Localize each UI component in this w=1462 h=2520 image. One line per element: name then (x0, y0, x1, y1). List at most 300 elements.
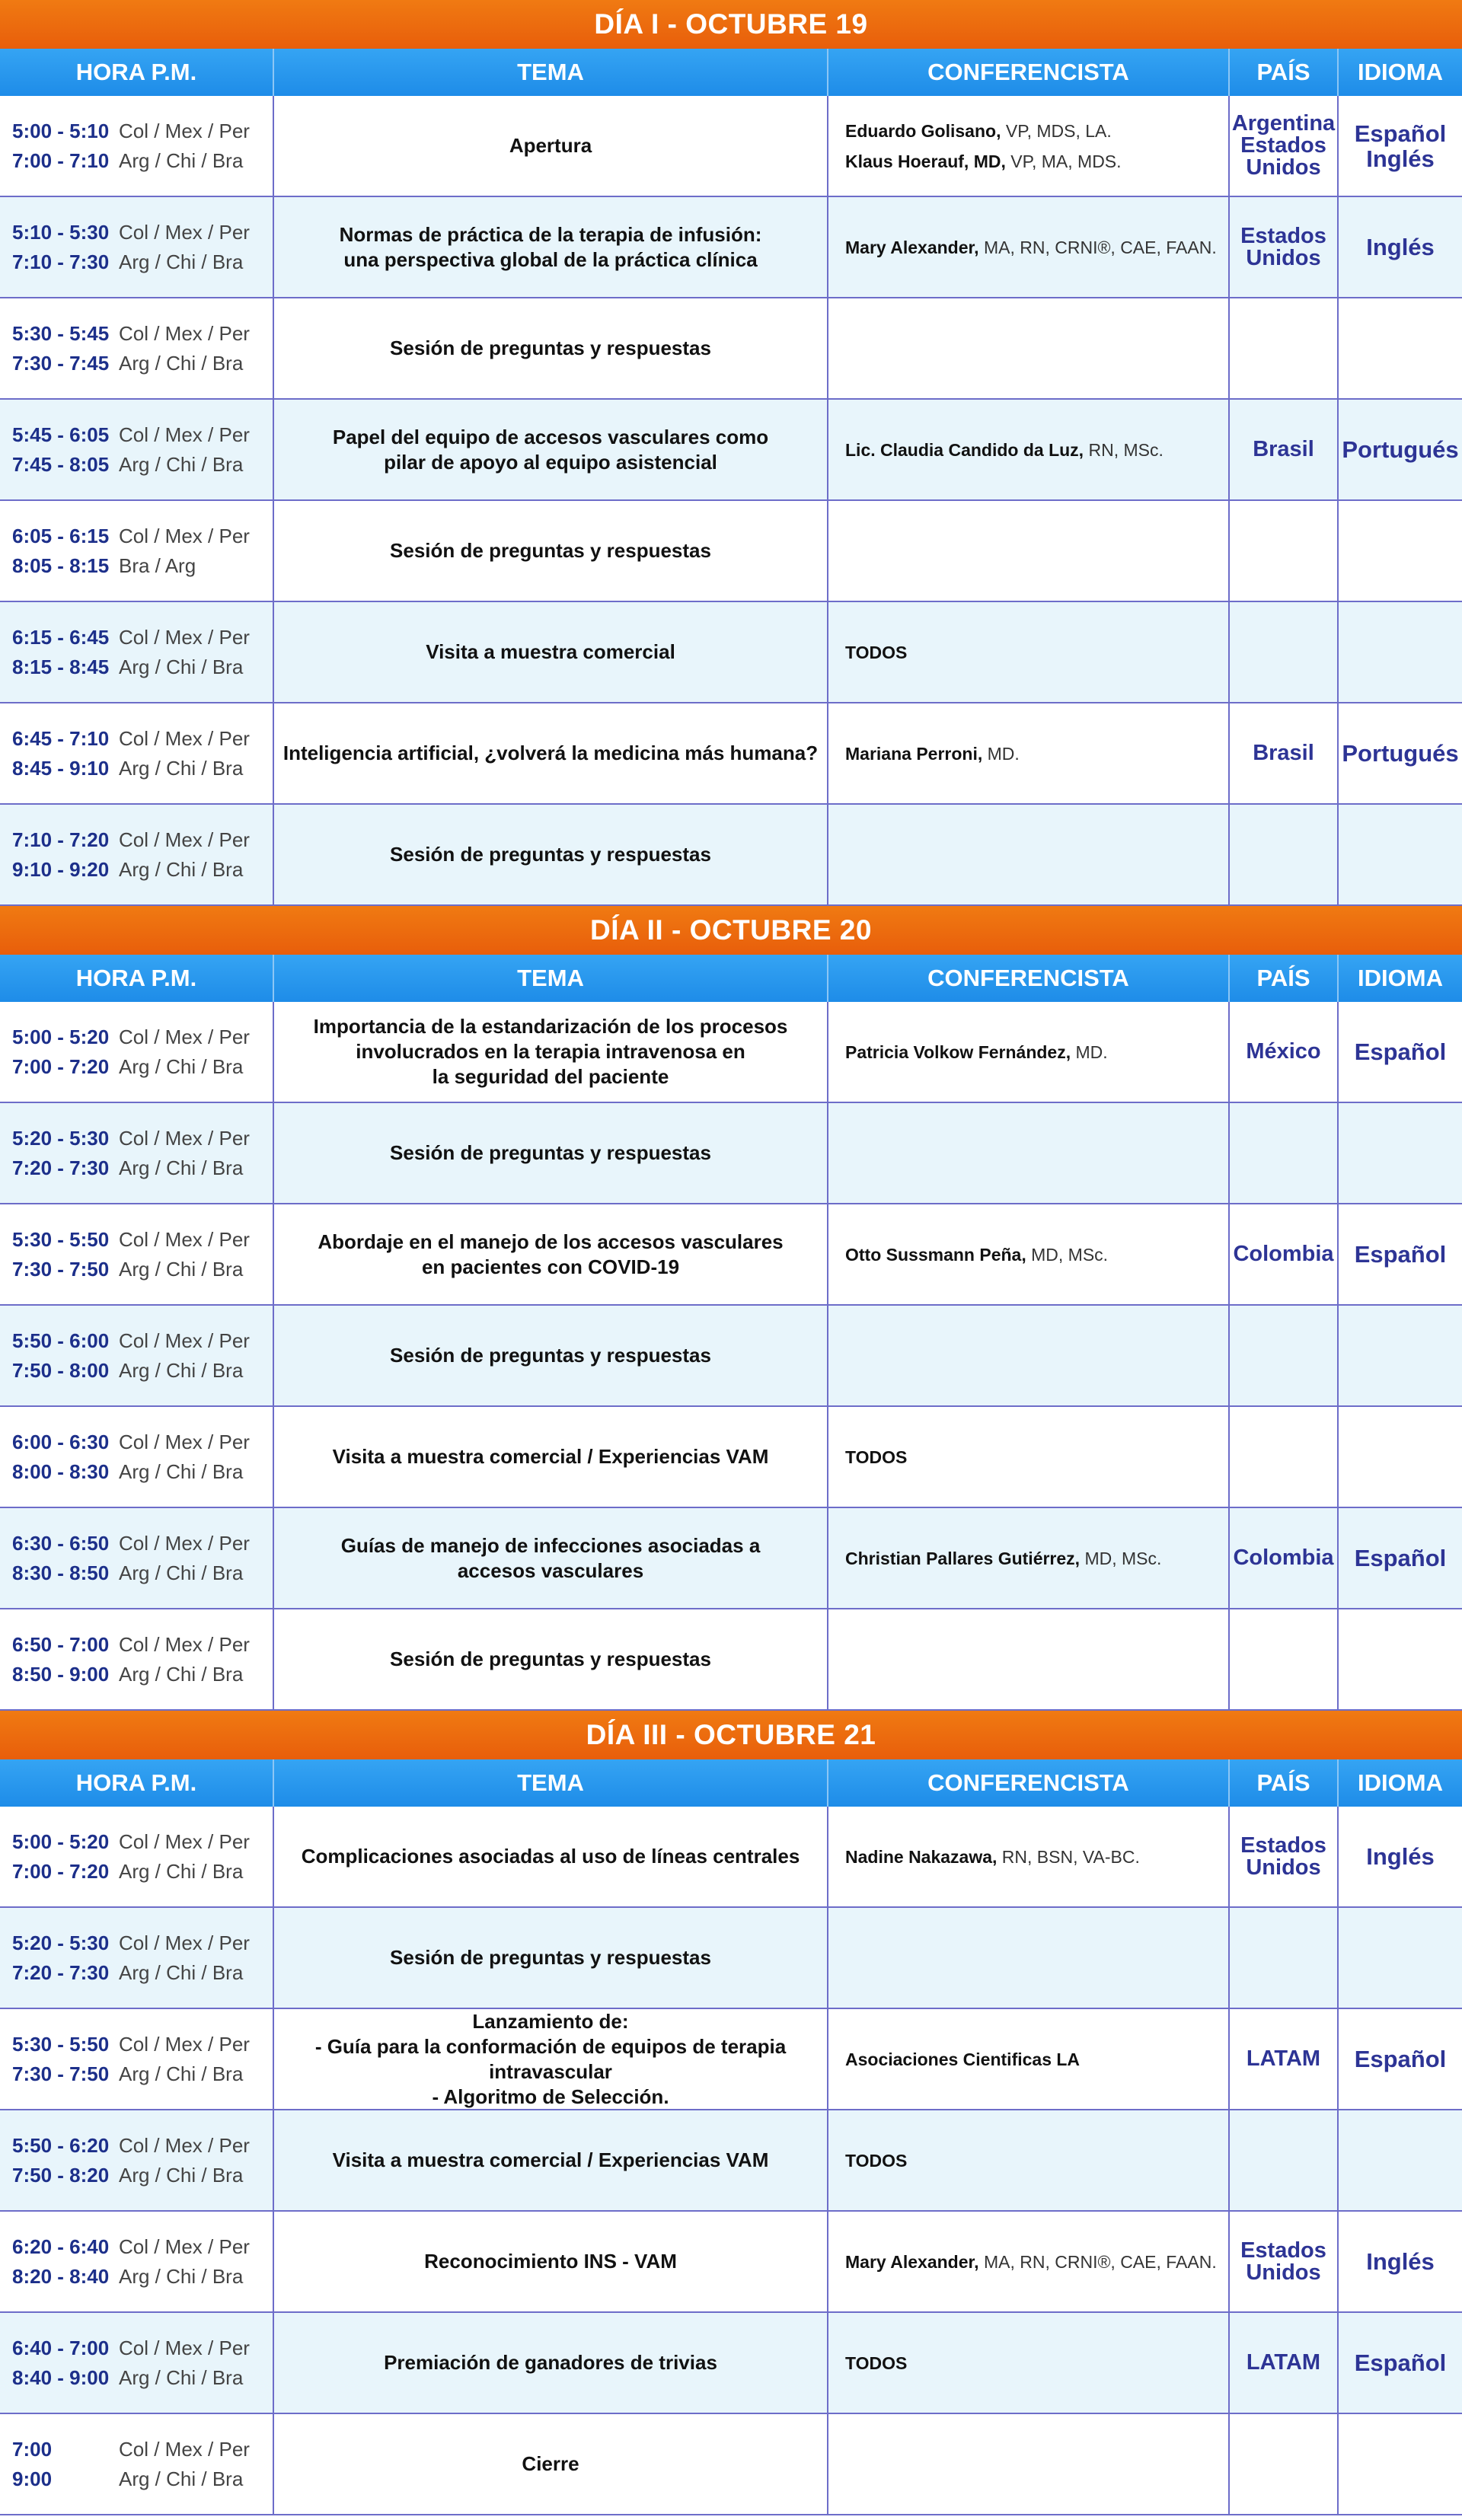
region-group-2: Arg / Chi / Bra (119, 452, 244, 476)
country-text: Brasil (1253, 437, 1314, 461)
speaker-line (845, 738, 1228, 769)
region-group-1: Col / Mex / Per (119, 726, 250, 750)
time-local: 7:00 - 7:20 (12, 1054, 110, 1078)
time-cell (0, 1609, 274, 1709)
time-cell (0, 2212, 274, 2311)
language-cell (1339, 1807, 1462, 1906)
language-text: Inglés (1366, 1843, 1435, 1870)
time-local: 5:50 - 6:20 (12, 2133, 110, 2157)
speaker-credentials: MD. (1071, 1041, 1108, 1062)
time-local: 7:30 - 7:45 (12, 351, 110, 375)
speaker-name: TODOS (845, 642, 908, 662)
language-cell (1339, 1103, 1462, 1203)
time-cell (0, 2414, 274, 2514)
region-group-1: Col / Mex / Per (119, 1531, 250, 1555)
speaker-name: Klaus Hoerauf, MD, (845, 151, 1006, 171)
time-local: 8:20 - 8:40 (12, 2264, 110, 2288)
speaker-line (845, 116, 1228, 146)
speaker-line (845, 2145, 1228, 2176)
region-group-2: Arg / Chi / Bra (119, 857, 244, 881)
region-group-1: Col / Mex / Per (119, 321, 250, 345)
language-text: Inglés (1366, 234, 1435, 260)
region-group-2: Arg / Chi / Bra (119, 1859, 244, 1883)
time-local: 7:10 - 7:30 (12, 250, 110, 273)
language-text: Portugués (1342, 436, 1459, 463)
topic-cell: Complicaciones asociadas al uso de líneas centrales (274, 1807, 828, 1906)
time-local: 8:05 - 8:15 (12, 553, 110, 577)
region-group-2: Arg / Chi / Bra (119, 1459, 244, 1483)
country-cell (1230, 2110, 1339, 2210)
speaker-cell (828, 602, 1230, 702)
country-text: Estados (1240, 1833, 1326, 1858)
country-cell (1230, 197, 1339, 297)
speaker-cell (828, 1204, 1230, 1304)
time-cell (0, 2110, 274, 2210)
time-local: 6:30 - 6:50 (12, 1531, 110, 1555)
time-local: 6:00 - 6:30 (12, 1430, 110, 1453)
region-group-1: Col / Mex / Per (119, 1632, 250, 1656)
table-row (0, 400, 1462, 501)
topic-cell: Visita a muestra comercial / Experiencias VAM (274, 1407, 828, 1507)
speaker-credentials: MD, MSc. (1026, 1244, 1109, 1265)
table-row (0, 2313, 1462, 2414)
region-group-2: Arg / Chi / Bra (119, 1960, 244, 1984)
header-conferencista: CONFERENCISTA (828, 49, 1230, 96)
language-cell (1339, 1306, 1462, 1405)
language-cell (1339, 2110, 1462, 2210)
speaker-line (845, 232, 1228, 263)
language-cell (1339, 1908, 1462, 2008)
time-local: 7:30 - 7:50 (12, 1257, 110, 1281)
time-cell (0, 1908, 274, 2008)
time-cell (0, 805, 274, 904)
time-local: 9:00 (12, 2467, 53, 2490)
speaker-cell (828, 1807, 1230, 1906)
day-section (0, 906, 1462, 1711)
topic-cell: Normas de práctica de la terapia de infusión: una perspectiva global de la práctica clínica (274, 197, 828, 297)
region-group-1: Col / Mex / Per (119, 1329, 250, 1352)
speaker-cell (828, 2313, 1230, 2413)
region-group-2: Arg / Chi / Bra (119, 1257, 244, 1281)
time-local: 6:20 - 6:40 (12, 2235, 110, 2258)
time-cell (0, 1306, 274, 1405)
region-group-1: Col / Mex / Per (119, 2032, 250, 2056)
language-cell (1339, 1407, 1462, 1507)
region-group-2: Arg / Chi / Bra (119, 148, 244, 172)
speaker-name: Patricia Volkow Fernández, (845, 1041, 1071, 1062)
time-cell (0, 96, 274, 196)
country-cell (1230, 2414, 1339, 2514)
speaker-name: Mary Alexander, (845, 2251, 979, 2272)
time-local: 6:50 - 7:00 (12, 1632, 110, 1656)
language-text: Inglés (1366, 2248, 1435, 2275)
speaker-cell (828, 197, 1230, 297)
region-group-2: Arg / Chi / Bra (119, 250, 244, 273)
time-local: 6:40 - 7:00 (12, 2336, 110, 2359)
speaker-cell (828, 1908, 1230, 2008)
region-group-2: Arg / Chi / Bra (119, 2365, 244, 2389)
region-group-1: Col / Mex / Per (119, 828, 250, 851)
language-text: Inglés (1366, 145, 1435, 172)
country-cell (1230, 1908, 1339, 2008)
table-row (0, 2414, 1462, 2515)
header-conferencista: CONFERENCISTA (828, 1759, 1230, 1807)
table-row (0, 602, 1462, 703)
speaker-line (845, 2044, 1228, 2075)
region-group-2: Arg / Chi / Bra (119, 2264, 244, 2288)
region-group-2: Arg / Chi / Bra (119, 351, 244, 375)
topic-cell: Sesión de preguntas y respuestas (274, 805, 828, 904)
time-local: 8:15 - 8:45 (12, 655, 110, 678)
language-cell (1339, 2414, 1462, 2514)
table-header (0, 1759, 1462, 1807)
region-group-2: Arg / Chi / Bra (119, 1662, 244, 1686)
header-hora: HORA P.M. (0, 49, 274, 96)
table-row (0, 1908, 1462, 2009)
speaker-name: Otto Sussmann Peña, (845, 1244, 1026, 1265)
topic-cell: Lanzamiento de: - Guía para la conformación de equipos de terapia intravascular - Algoritmo de Selección. (274, 2009, 828, 2109)
country-text: Unidos (1246, 2260, 1321, 2285)
language-text: Español (1354, 1545, 1447, 1571)
speaker-name: Nadine Nakazawa, (845, 1846, 998, 1867)
language-cell (1339, 96, 1462, 196)
day-title: DÍA II - OCTUBRE 20 (0, 906, 1462, 955)
table-row (0, 1508, 1462, 1609)
time-local: 7:45 - 8:05 (12, 452, 110, 476)
country-cell (1230, 1508, 1339, 1608)
speaker-name: Eduardo Golisano, (845, 120, 1001, 141)
speaker-credentials: VP, MDS, LA. (1001, 120, 1112, 141)
country-cell (1230, 2009, 1339, 2109)
topic-cell: Sesión de preguntas y respuestas (274, 298, 828, 398)
country-text: Unidos (1246, 155, 1321, 180)
speaker-line (845, 1442, 1228, 1472)
header-hora: HORA P.M. (0, 1759, 274, 1807)
country-cell (1230, 96, 1339, 196)
table-row (0, 96, 1462, 197)
header-idioma: IDIOMA (1358, 965, 1443, 991)
speaker-cell (828, 298, 1230, 398)
time-local: 7:20 - 7:30 (12, 1156, 110, 1179)
speaker-cell (828, 805, 1230, 904)
topic-cell: Papel del equipo de accesos vasculares como pilar de apoyo al equipo asistencial (274, 400, 828, 499)
table-header (0, 49, 1462, 96)
time-local: 5:00 - 5:20 (12, 1025, 110, 1048)
region-group-2: Arg / Chi / Bra (119, 2467, 244, 2490)
speaker-credentials: RN, MSc. (1084, 439, 1164, 460)
country-text: Unidos (1246, 245, 1321, 270)
topic-cell: Sesión de preguntas y respuestas (274, 1908, 828, 2008)
language-cell (1339, 1204, 1462, 1304)
speaker-credentials: VP, MA, MDS. (1005, 151, 1122, 171)
time-cell (0, 197, 274, 297)
speaker-cell (828, 2110, 1230, 2210)
time-cell (0, 1407, 274, 1507)
speaker-name: Mary Alexander, (845, 237, 979, 257)
table-row (0, 1306, 1462, 1407)
topic-cell: Sesión de preguntas y respuestas (274, 501, 828, 601)
time-cell (0, 400, 274, 499)
day-title: DÍA III - OCTUBRE 21 (0, 1711, 1462, 1759)
day-title: DÍA I - OCTUBRE 19 (0, 0, 1462, 49)
language-text: Español (1354, 2349, 1447, 2376)
region-group-1: Col / Mex / Per (119, 1829, 250, 1853)
speaker-line (845, 637, 1228, 668)
time-local: 5:00 - 5:10 (12, 119, 110, 142)
speaker-name: Christian Pallares Gutiérrez, (845, 1548, 1081, 1568)
topic-cell: Cierre (274, 2414, 828, 2514)
table-header (0, 955, 1462, 1002)
table-row (0, 805, 1462, 906)
topic-cell: Importancia de la estandarización de los procesos involucrados en la terapia intravenosa en la seguridad del paciente (274, 1002, 828, 1102)
region-group-2: Arg / Chi / Bra (119, 756, 244, 780)
speaker-cell (828, 400, 1230, 499)
region-group-1: Col / Mex / Per (119, 119, 250, 142)
country-text: LATAM (1246, 2046, 1321, 2071)
time-cell (0, 298, 274, 398)
time-local: 5:30 - 5:50 (12, 2032, 110, 2056)
region-group-1: Col / Mex / Per (119, 423, 250, 446)
time-cell (0, 2009, 274, 2109)
speaker-line (845, 1543, 1228, 1574)
time-local: 8:40 - 9:00 (12, 2365, 110, 2389)
region-group-2: Arg / Chi / Bra (119, 2062, 244, 2085)
topic-cell: Visita a muestra comercial / Experiencias VAM (274, 2110, 828, 2210)
time-local: 7:00 - 7:10 (12, 148, 110, 172)
time-local: 6:05 - 6:15 (12, 524, 110, 547)
language-cell (1339, 2009, 1462, 2109)
region-group-2: Arg / Chi / Bra (119, 2163, 244, 2187)
time-local: 6:15 - 6:45 (12, 625, 110, 649)
topic-cell: Abordaje en el manejo de los accesos vasculares en pacientes con COVID-19 (274, 1204, 828, 1304)
time-local: 7:50 - 8:20 (12, 2163, 110, 2187)
time-local: 5:20 - 5:30 (12, 1126, 110, 1150)
country-text: Colombia (1233, 1242, 1334, 1266)
time-local: 5:50 - 6:00 (12, 1329, 110, 1352)
country-cell (1230, 2212, 1339, 2311)
time-local: 5:30 - 5:50 (12, 1227, 110, 1251)
country-cell (1230, 2313, 1339, 2413)
country-text: Unidos (1246, 1855, 1321, 1880)
time-local: 5:45 - 6:05 (12, 423, 110, 446)
region-group-2: Arg / Chi / Bra (119, 1054, 244, 1078)
country-text: Estados (1240, 133, 1326, 158)
language-cell (1339, 2313, 1462, 2413)
country-text: México (1246, 1039, 1321, 1064)
country-cell (1230, 400, 1339, 499)
table-row (0, 298, 1462, 400)
topic-cell: Inteligencia artificial, ¿volverá la medicina más humana? (274, 703, 828, 803)
country-text: LATAM (1246, 2350, 1321, 2375)
table-row (0, 501, 1462, 602)
speaker-cell (828, 501, 1230, 601)
region-group-1: Col / Mex / Per (119, 625, 250, 649)
time-local: 7:00 (12, 2437, 53, 2461)
time-local: 5:00 - 5:20 (12, 1829, 110, 1853)
time-cell (0, 602, 274, 702)
country-cell (1230, 1204, 1339, 1304)
header-idioma: IDIOMA (1358, 59, 1443, 85)
topic-cell: Premiación de ganadores de trivias (274, 2313, 828, 2413)
header-pais: PAÍS (1230, 49, 1339, 96)
speaker-line (845, 2348, 1228, 2378)
table-row (0, 1807, 1462, 1908)
topic-cell: Guías de manejo de infecciones asociadas a accesos vasculares (274, 1508, 828, 1608)
country-text: Argentina (1231, 111, 1336, 136)
country-cell (1230, 805, 1339, 904)
region-group-1: Col / Mex / Per (119, 1025, 250, 1048)
speaker-name: TODOS (845, 2353, 908, 2373)
country-cell (1230, 602, 1339, 702)
speaker-name: TODOS (845, 1447, 908, 1467)
language-text: Español (1354, 120, 1447, 147)
language-text: Español (1354, 1038, 1447, 1065)
speaker-cell (828, 2414, 1230, 2514)
country-text: Estados (1240, 223, 1326, 248)
time-cell (0, 501, 274, 601)
table-row (0, 2009, 1462, 2110)
speaker-line (845, 1037, 1228, 1067)
time-cell (0, 1204, 274, 1304)
time-cell (0, 703, 274, 803)
speaker-cell (828, 2009, 1230, 2109)
time-local: 7:00 - 7:20 (12, 1859, 110, 1883)
language-text: Español (1354, 1241, 1447, 1268)
header-idioma: IDIOMA (1358, 1769, 1443, 1796)
table-row (0, 703, 1462, 805)
header-conferencista: CONFERENCISTA (828, 955, 1230, 1002)
time-cell (0, 1002, 274, 1102)
table-row (0, 1407, 1462, 1508)
speaker-cell (828, 1508, 1230, 1608)
region-group-1: Col / Mex / Per (119, 2235, 250, 2258)
time-cell (0, 1807, 274, 1906)
speaker-name: TODOS (845, 2150, 908, 2171)
time-local: 7:10 - 7:20 (12, 828, 110, 851)
country-cell (1230, 1609, 1339, 1709)
speaker-line (845, 1842, 1228, 1872)
header-pais: PAÍS (1230, 955, 1339, 1002)
language-cell (1339, 1609, 1462, 1709)
topic-cell: Apertura (274, 96, 828, 196)
country-cell (1230, 1002, 1339, 1102)
header-tema: TEMA (274, 49, 828, 96)
language-cell (1339, 400, 1462, 499)
speaker-cell (828, 703, 1230, 803)
language-cell (1339, 2212, 1462, 2311)
header-pais: PAÍS (1230, 1759, 1339, 1807)
speaker-line (845, 435, 1228, 465)
country-cell (1230, 1407, 1339, 1507)
speaker-line (845, 2247, 1228, 2277)
table-row (0, 2110, 1462, 2212)
time-local: 5:20 - 5:30 (12, 1931, 110, 1954)
speaker-name: Asociaciones Cientificas LA (845, 2049, 1081, 2069)
region-group-1: Col / Mex / Per (119, 524, 250, 547)
table-row (0, 1002, 1462, 1103)
language-cell (1339, 703, 1462, 803)
region-group-2: Arg / Chi / Bra (119, 655, 244, 678)
speaker-cell (828, 2212, 1230, 2311)
region-group-1: Col / Mex / Per (119, 2133, 250, 2157)
time-cell (0, 2313, 274, 2413)
time-local: 8:30 - 8:50 (12, 1561, 110, 1584)
time-local: 9:10 - 9:20 (12, 857, 110, 881)
day-section (0, 1711, 1462, 2515)
time-cell (0, 1508, 274, 1608)
speaker-line (845, 1239, 1228, 1270)
language-cell (1339, 197, 1462, 297)
time-cell (0, 1103, 274, 1203)
day-section (0, 0, 1462, 906)
region-group-1: Col / Mex / Per (119, 2336, 250, 2359)
header-tema: TEMA (274, 1759, 828, 1807)
topic-cell: Sesión de preguntas y respuestas (274, 1103, 828, 1203)
topic-cell: Sesión de preguntas y respuestas (274, 1306, 828, 1405)
speaker-name: Lic. Claudia Candido da Luz, (845, 439, 1084, 460)
region-group-2: Arg / Chi / Bra (119, 1358, 244, 1382)
time-local: 8:50 - 9:00 (12, 1662, 110, 1686)
region-group-1: Col / Mex / Per (119, 1931, 250, 1954)
region-group-1: Col / Mex / Per (119, 2437, 250, 2461)
country-cell (1230, 1103, 1339, 1203)
topic-cell: Reconocimiento INS - VAM (274, 2212, 828, 2311)
country-cell (1230, 1306, 1339, 1405)
topic-cell: Visita a muestra comercial (274, 602, 828, 702)
region-group-1: Col / Mex / Per (119, 1126, 250, 1150)
time-local: 7:20 - 7:30 (12, 1960, 110, 1984)
language-cell (1339, 1002, 1462, 1102)
language-cell (1339, 501, 1462, 601)
country-cell (1230, 703, 1339, 803)
table-row (0, 1103, 1462, 1204)
speaker-credentials: MA, RN, CRNI®, CAE, FAAN. (978, 237, 1217, 257)
time-local: 7:50 - 8:00 (12, 1358, 110, 1382)
speaker-cell (828, 1306, 1230, 1405)
speaker-credentials: MD. (982, 743, 1020, 764)
speaker-cell (828, 1103, 1230, 1203)
country-cell (1230, 1807, 1339, 1906)
language-cell (1339, 805, 1462, 904)
table-row (0, 1609, 1462, 1711)
speaker-credentials: MD, MSc. (1080, 1548, 1162, 1568)
country-cell (1230, 298, 1339, 398)
region-group-2: Arg / Chi / Bra (119, 1561, 244, 1584)
country-cell (1230, 501, 1339, 601)
region-group-1: Col / Mex / Per (119, 1430, 250, 1453)
speaker-line (845, 146, 1228, 177)
time-local: 7:30 - 7:50 (12, 2062, 110, 2085)
table-row (0, 2212, 1462, 2313)
speaker-cell (828, 1609, 1230, 1709)
language-cell (1339, 298, 1462, 398)
time-local: 5:10 - 5:30 (12, 220, 110, 244)
speaker-cell (828, 1002, 1230, 1102)
speaker-cell (828, 1407, 1230, 1507)
time-local: 8:00 - 8:30 (12, 1459, 110, 1483)
language-text: Español (1354, 2046, 1447, 2072)
region-group-2: Bra / Arg (119, 553, 196, 577)
language-cell (1339, 1508, 1462, 1608)
time-local: 8:45 - 9:10 (12, 756, 110, 780)
time-local: 6:45 - 7:10 (12, 726, 110, 750)
region-group-1: Col / Mex / Per (119, 1227, 250, 1251)
header-hora: HORA P.M. (0, 955, 274, 1002)
table-row (0, 1204, 1462, 1306)
topic-cell: Sesión de preguntas y respuestas (274, 1609, 828, 1709)
region-group-2: Arg / Chi / Bra (119, 1156, 244, 1179)
language-cell (1339, 602, 1462, 702)
